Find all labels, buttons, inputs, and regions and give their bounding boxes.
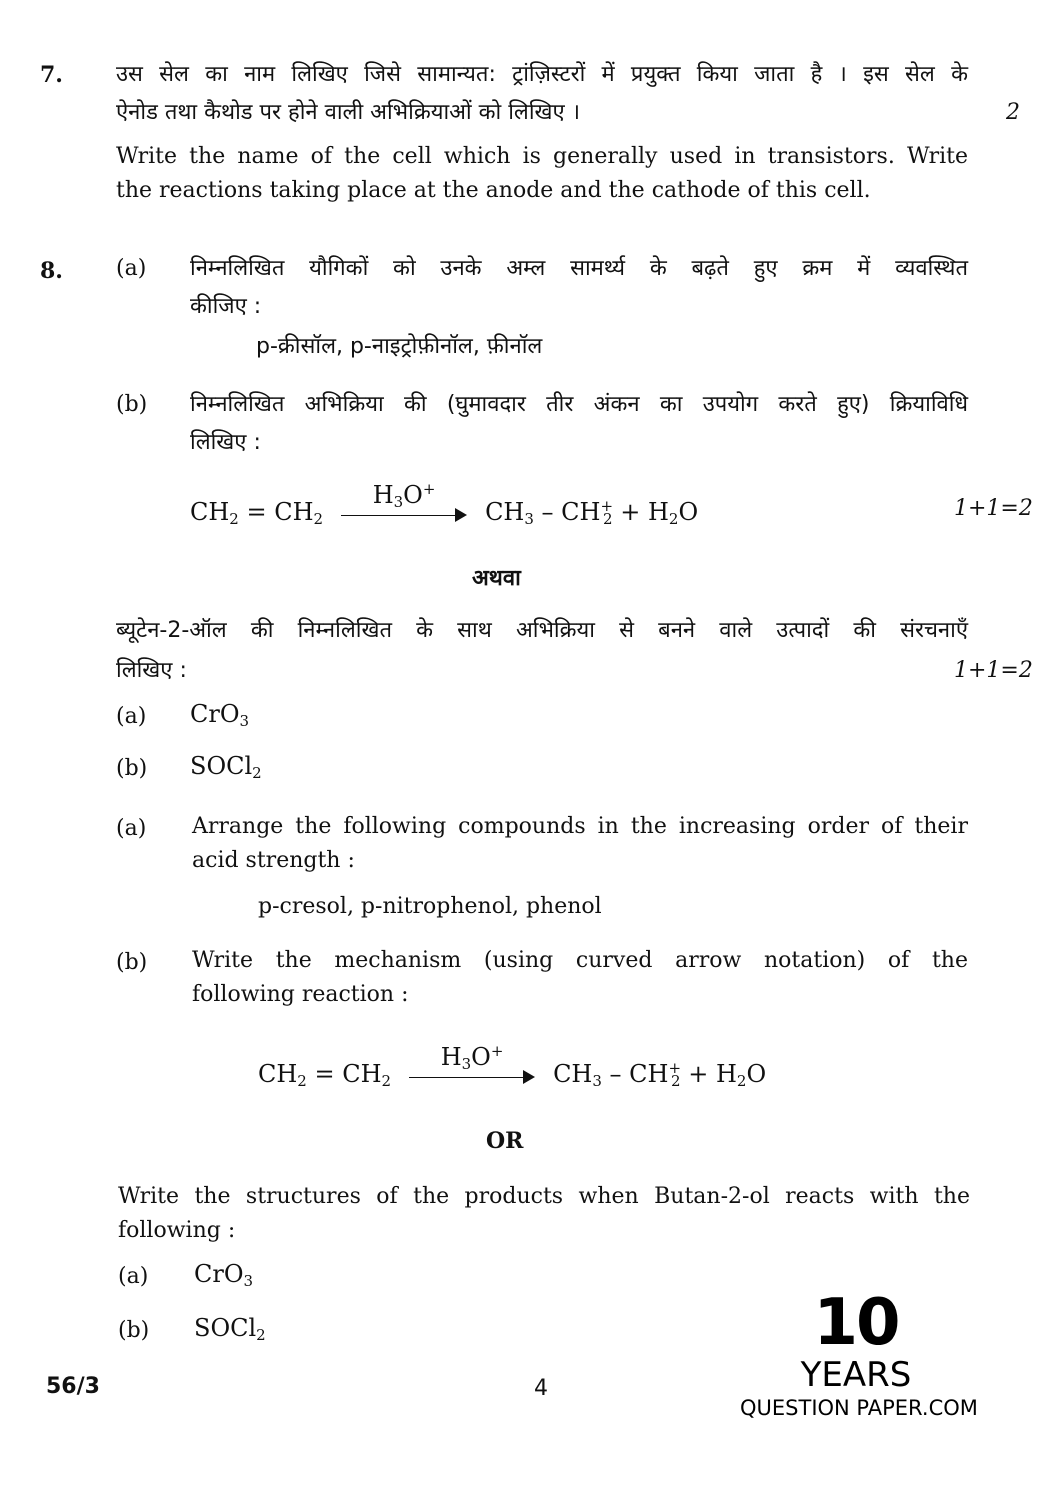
q8-number: 8. bbox=[40, 258, 63, 284]
q8-en-b-line2: following reaction : bbox=[192, 982, 409, 1007]
q8-en-a-line1: Arrange the following compounds in the increasing order of their bbox=[192, 814, 968, 839]
q7-marks: 2 bbox=[1006, 100, 1020, 125]
q8-en-b-line1: Write the mechanism (using curved arrow notation) of the bbox=[192, 948, 968, 973]
q8-marks-1: 1+1=2 bbox=[954, 496, 1033, 521]
q8-hi-b-line1: निम्नलिखित अभिक्रिया की (घुमावदार तीर अंकन का उपयोग करते हुए) क्रियाविधि bbox=[190, 392, 968, 417]
q7-hindi-line2: ऐनोड तथा कैथोड पर होने वाली अभिक्रियाओं को लिखिए । bbox=[116, 100, 581, 125]
watermark-number: 10 bbox=[813, 1286, 899, 1360]
q8-hi-a-label: (a) bbox=[116, 256, 147, 281]
reaction-arrow-2 bbox=[409, 1042, 535, 1092]
q8-hi-or-b-label: (b) bbox=[116, 756, 148, 781]
q7-english-line1: Write the name of the cell which is generally used in transistors. Write bbox=[116, 144, 968, 169]
q8-hi-or-line1: ब्यूटेन-2-ऑल की निम्नलिखित के साथ अभिक्रिया से बनने वाले उत्पादों की संरचनाएँ bbox=[116, 618, 968, 643]
q7-number: 7. bbox=[40, 62, 63, 88]
reaction-equation-hindi bbox=[190, 474, 698, 530]
q8-hi-a-compounds: p-क्रीसॉल, p-नाइट्रोफ़ीनॉल, फ़ीनॉल bbox=[256, 334, 543, 359]
q8-hi-b-line2: लिखिए : bbox=[190, 430, 261, 455]
reagent-a-english: CrO$_3$ bbox=[194, 1260, 254, 1290]
reaction-reagent: $H_3O^+$ bbox=[372, 480, 436, 511]
reaction-product: $CH_3 - CH^+_2 + H_2O$ bbox=[485, 497, 699, 528]
watermark-years: YEARS bbox=[800, 1355, 912, 1395]
q8-en-a-compounds: p-cresol, p-nitrophenol, phenol bbox=[258, 894, 602, 919]
q7-english-line2: the reactions taking place at the anode and the cathode of this cell. bbox=[116, 178, 871, 203]
q7-hindi-line1: उस सेल का नाम लिखिए जिसे सामान्यत: ट्रांज़िस्टरों में प्रयुक्त किया जाता है । इस सेल के bbox=[116, 62, 968, 87]
page-number: 4 bbox=[534, 1376, 548, 1401]
paper-code: 56/3 bbox=[46, 1374, 100, 1399]
reaction-reactant: $CH_2 = CH_2$ bbox=[190, 498, 324, 528]
q8-marks-2: 1+1=2 bbox=[954, 658, 1033, 683]
reaction-equation-english bbox=[258, 1036, 766, 1092]
reagent-b-hindi: SOCl$_2$ bbox=[190, 752, 262, 782]
reagent-b-english: SOCl$_2$ bbox=[194, 1314, 266, 1344]
q8-hi-b-label: (b) bbox=[116, 392, 148, 417]
watermark-site: QUESTION PAPER.COM bbox=[740, 1396, 978, 1420]
q8-hi-a-line2: कीजिए : bbox=[190, 294, 262, 319]
q8-en-b-label: (b) bbox=[116, 950, 148, 975]
q8-en-or-b-label: (b) bbox=[118, 1318, 150, 1343]
q8-hi-or-a-label: (a) bbox=[116, 704, 147, 729]
q8-en-or-line2: following : bbox=[118, 1218, 236, 1243]
q8-en-or-line1: Write the structures of the products when Butan-2-ol reacts with the bbox=[118, 1184, 970, 1209]
reagent-a-hindi: CrO$_3$ bbox=[190, 700, 250, 730]
q8-en-a-label: (a) bbox=[116, 816, 147, 841]
reaction-reactant-2: $CH_2 = CH_2$ bbox=[258, 1060, 392, 1090]
q8-en-a-line2: acid strength : bbox=[192, 848, 355, 873]
watermark-logo bbox=[740, 1286, 978, 1422]
reaction-product-2: $CH_3 - CH^+_2 + H_2O$ bbox=[553, 1059, 767, 1090]
reaction-reagent-2: $H_3O^+$ bbox=[440, 1042, 504, 1073]
q8-hi-a-line1: निम्नलिखित यौगिकों को उनके अम्ल सामर्थ्य के बढ़ते हुए क्रम में व्यवस्थित bbox=[190, 256, 968, 281]
or-hindi: अथवा bbox=[472, 566, 521, 591]
or-english: OR bbox=[486, 1128, 524, 1154]
q8-hi-or-line2: लिखिए : bbox=[116, 658, 187, 683]
reaction-arrow bbox=[341, 480, 467, 530]
q8-en-or-a-label: (a) bbox=[118, 1264, 149, 1289]
